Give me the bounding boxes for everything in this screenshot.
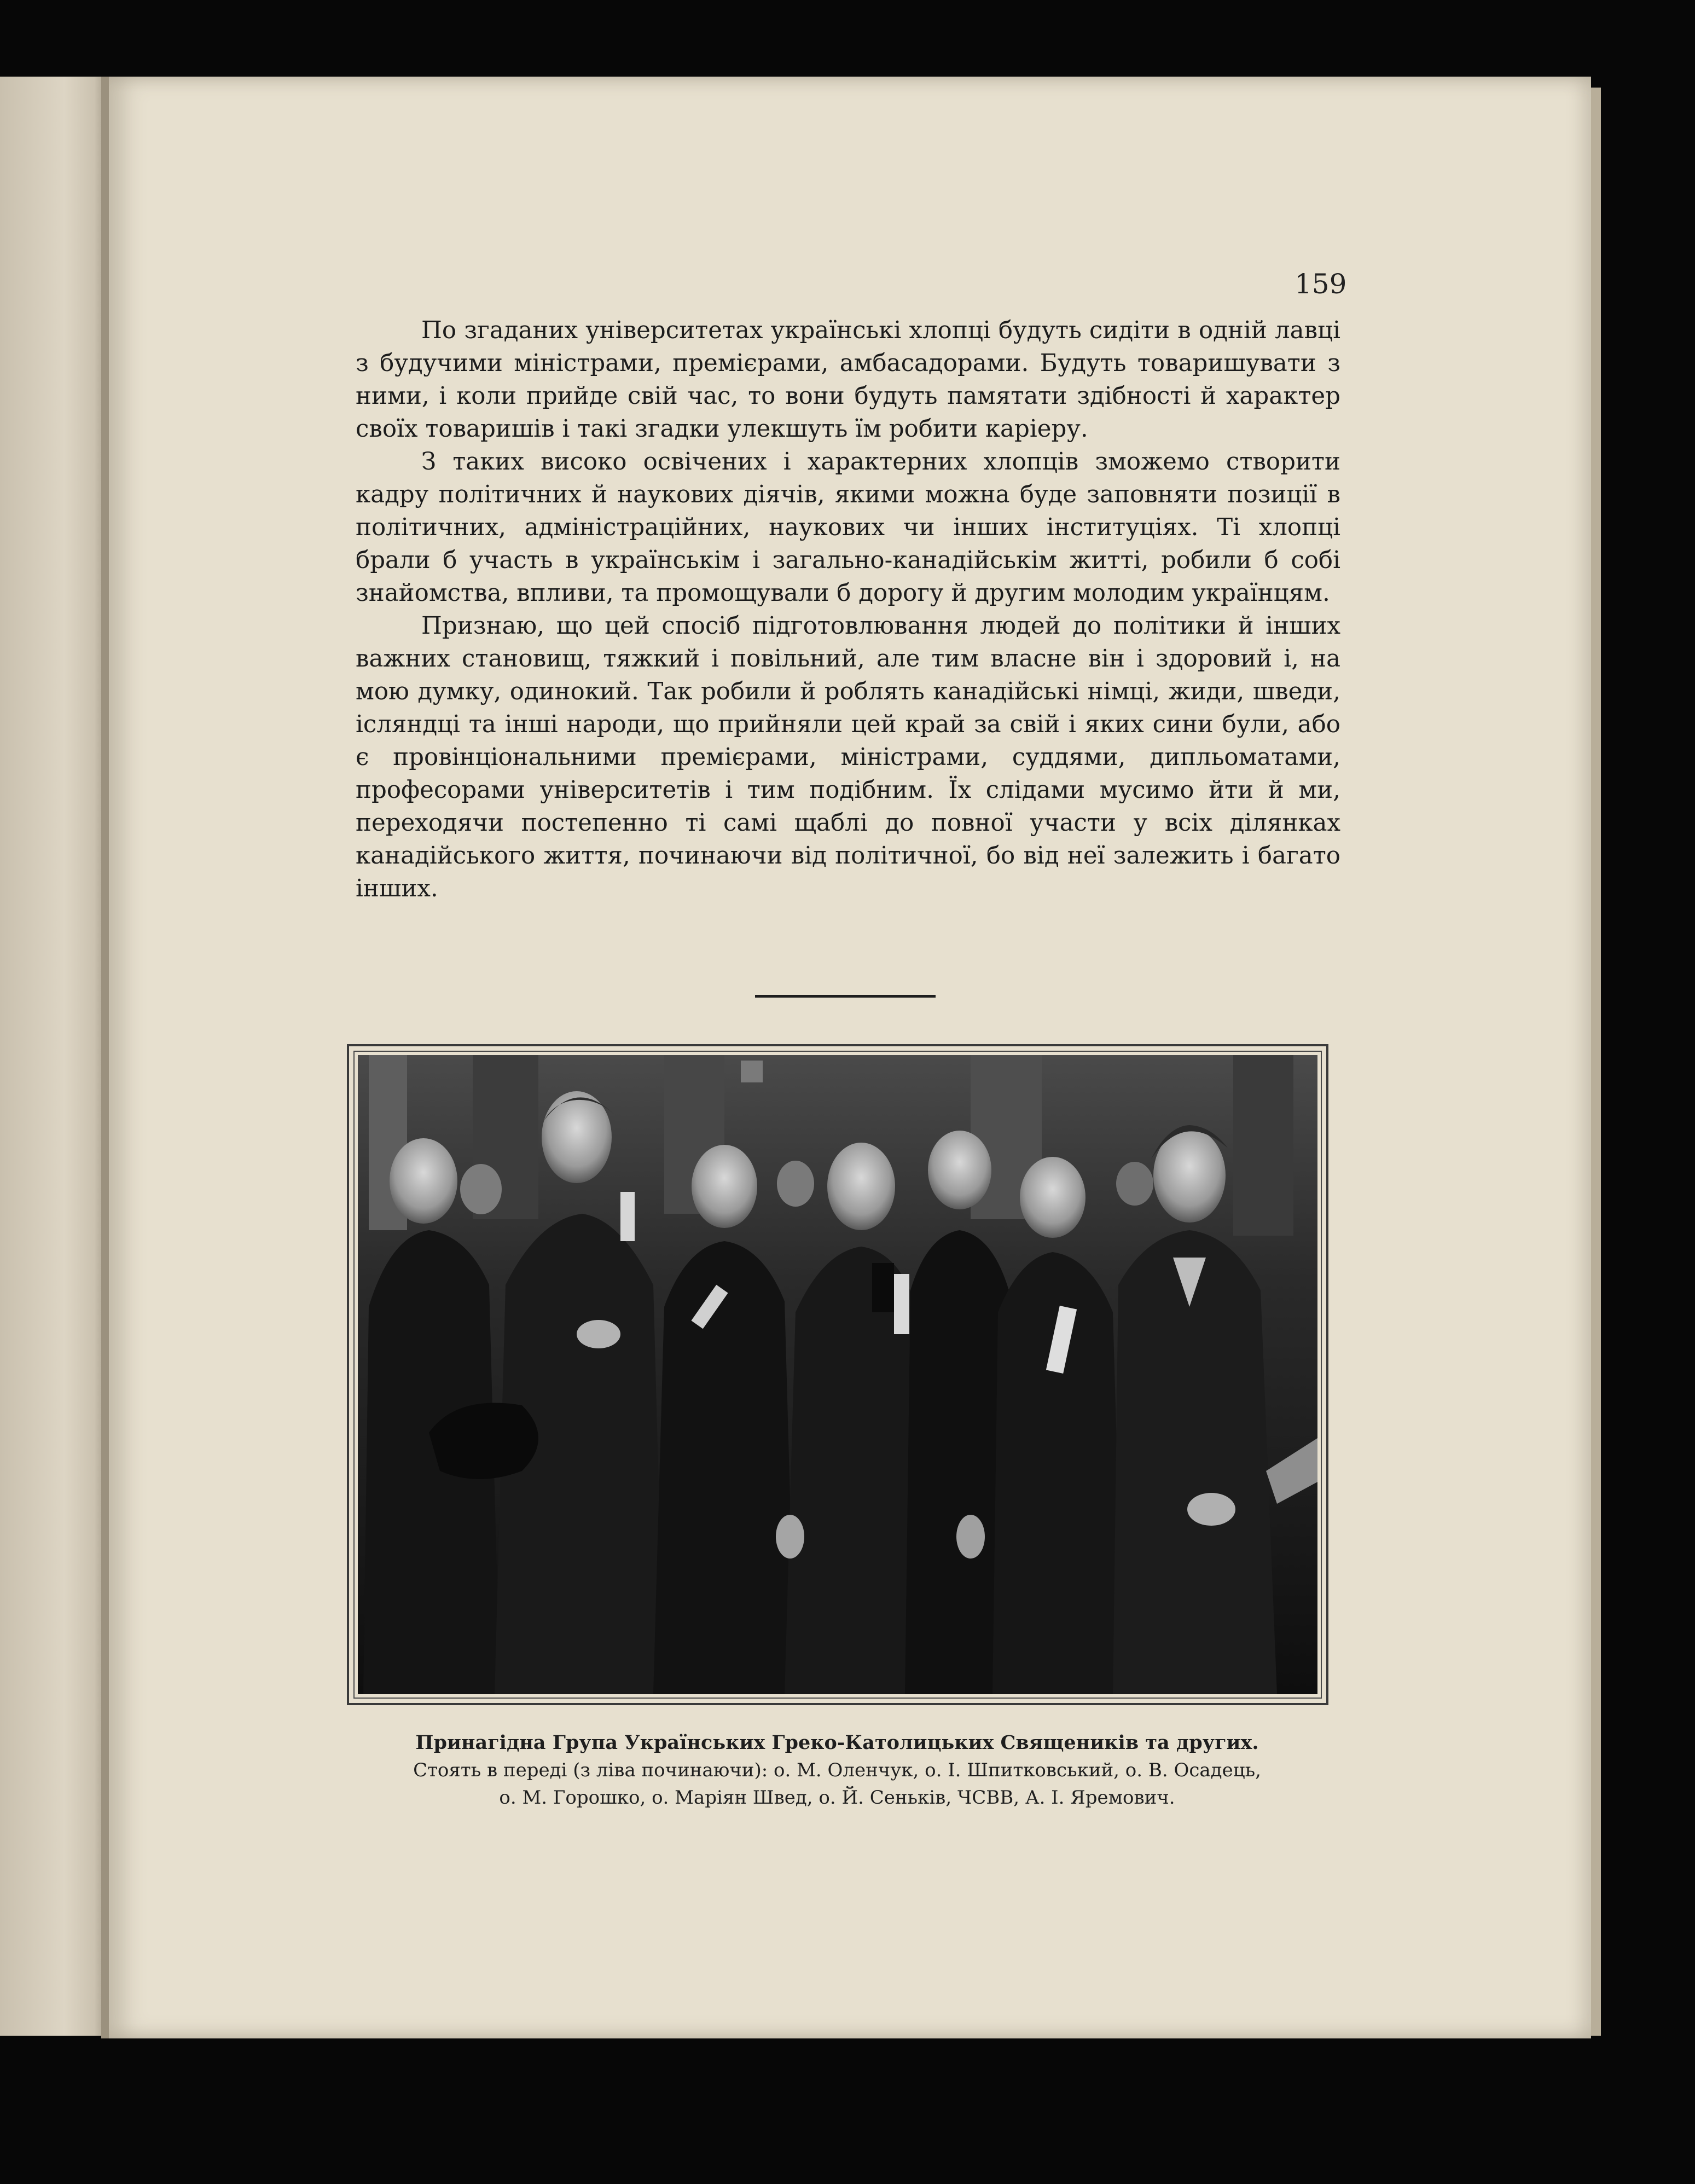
left-page-edge <box>0 77 107 2036</box>
group-photo-image <box>358 1055 1317 1694</box>
page-number: 159 <box>1295 268 1347 300</box>
caption-line-1: Стоять в переді (з ліва починаючи): о. М. Оленчук, о. І. Шпитковський, о. В. Осадець, <box>413 1759 1261 1781</box>
paragraph: Признаю, що цей спосіб підготовлювання людей до політики й інших важних становищ, тяжкий і повільний, але тим власне він і здоровий і, на мою думку, одинокий. Так робили й роблять канадійські німці, жиди, шведи, ісляндці та інші народи, що прийняли цей край за свій і яких сини були, або є провінціональними премієрами, міністрами, суддями, дипльоматами, професорами університетів і тим подібним. Їх слідами мусимо йти й ми, переходячи постепенно ті самі щаблі до повної участи у всіх ділянках канадійського життя, починаючи від політичної, бо від неї залежить і багато інших. <box>356 612 1340 902</box>
caption-line-2: о. М. Горошко, о. Маріян Швед, о. Й. Сеньків, ЧСВВ, А. І. Яремович. <box>499 1787 1175 1809</box>
paragraph: По згаданих університетах українські хлопці будуть сидіти в одній лавці з будучими міністрами, премієрами, амбасадорами. Будуть товаришувати з ними, і коли прийде свій час, то вони будуть памятати здібності й характер своїх товаришів і такі згадки улекшуть їм робити каріеру. <box>356 317 1340 443</box>
group-photo <box>358 1055 1317 1694</box>
section-divider <box>755 995 936 998</box>
photo-caption <box>306 1729 1368 1811</box>
caption-title: Принагідна Група Українських Греко-Католицьких Священиків та других. <box>415 1731 1259 1754</box>
book-binding <box>101 77 109 2038</box>
photo-frame <box>347 1044 1328 1705</box>
paragraph: З таких високо освічених і характерних хлопців зможемо створити кадру політичних й наукових діячів, якими можна буде заповняти позиції в політичних, адміністраційних, наукових чи інших інституціях. Ті хлопці брали б участь в українськім і загально-канадійськім житті, робили б собі знайомства, впливи, та промощували б дорогу й другим молодим українцям. <box>356 448 1340 607</box>
body-text <box>356 314 1340 905</box>
right-page-edge <box>1591 88 1601 2036</box>
